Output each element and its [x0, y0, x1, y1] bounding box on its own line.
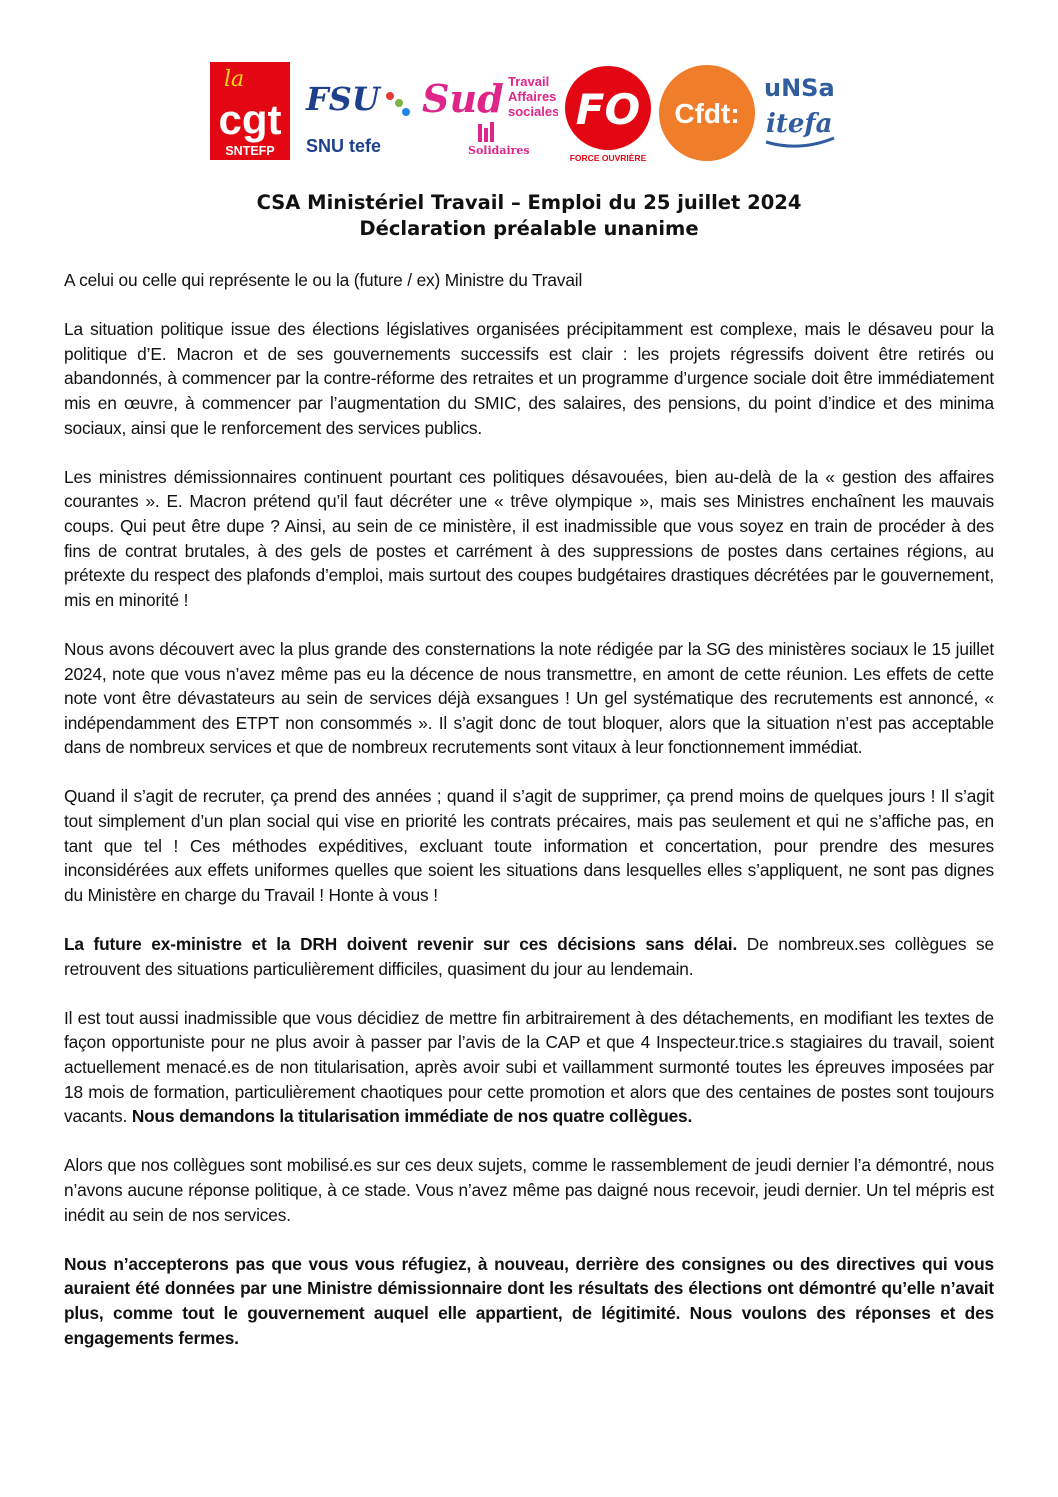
declaration-body [64, 268, 994, 1350]
paragraph-8: Nous n’accepterons pas que vous vous réfugiez, à nouveau, derrière des consignes ou des directives qui vous auraient été données par une Ministre démissionnaire dont les résultats des élections ont démontré qu’elle n’avait plus, comme tout le gouvernement auquel elle appartient, de légitimité. Nous voulons des réponses et des engagements fermes. [64, 1253, 994, 1348]
document-title [0, 190, 1058, 242]
paragraph-5-rest: De nombreux.ses collègues se retrouvent des situations particulièrement difficiles, quasiment du jour au lendemain. [64, 934, 994, 979]
union-logos [210, 62, 840, 166]
fsu-logo [302, 76, 414, 160]
sud-logo [420, 72, 558, 162]
paragraph-6-text: Il est tout aussi inadmissible que vous décidiez de mettre fin arbitrairement à des détachements, en modifiant les textes de façon opportuniste pour ne plus avoir à passer par l’avis de la CAP et que 4 Inspecteur.trice.s stagiaires du travail, soient actuellement menacé.es de non titularisation, après avoir subi et vaillamment surmonté toutes les épreuves imposées par 18 mois de formation, particulièrement chaotiques pour cette promotion et alors que des centaines de postes sont toujours vacants. [64, 1007, 994, 1127]
svg-text:Travail: Travail [508, 74, 550, 89]
svg-text:Affaires: Affaires [508, 89, 557, 104]
svg-text:cgt: cgt [218, 96, 282, 143]
unsa-itefa-logo [760, 68, 840, 158]
fo-logo [562, 64, 654, 164]
paragraph-6 [64, 1006, 994, 1129]
paragraph-7: Alors que nos collègues sont mobilisé.es sur ces deux sujets, comme le rassemblement de jeudi dernier l’a démontré, nous n’avons aucune réponse politique, à ce stade. Vous n’avez même pas daigné nous recevoir, jeudi dernier. Un tel mépris est inédit au sein de nos services. [64, 1155, 994, 1225]
cfdt-logo [658, 64, 756, 162]
svg-text:SNTEFP: SNTEFP [225, 144, 275, 158]
paragraph-3: Nous avons découvert avec la plus grande des consternations la note rédigée par la SG des ministères sociaux le 15 juillet 2024, note que vous n’avez même pas eu la décence de nous transmettre, en amont de cette réunion. Les effets de cette note vont être dévastateurs au sein de services déjà exsangues ! Un gel systématique des recrutements est annoncé, « indépendamment des ETPT non consommés ». Il s’agit donc de tout bloquer, alors que la situation n’est pas acceptable dans de nombreux services et que de nombreux recrutements sont vitaux à leur fonctionnement immédiat. [64, 638, 994, 758]
svg-text:FO: FO [575, 85, 641, 134]
paragraph-4: Quand il s’agit de recruter, ça prend des années ; quand il s’agit de supprimer, ça prend moins de quelques jours ! Il s’agit tout simplement d’un plan social qui vise en priorité les contrats précaires, mais pas seulement et qui ne s’affiche pas, en tant que tel ! Ces méthodes expéditives, excluant toute information et concertation, pour prendre des mesures inconsidérées aux effets uniformes quelles que soient les situations dans lesquelles elles s’appliquent, ne sont pas dignes du Ministère en charge du Travail ! Honte à vous ! [64, 786, 994, 905]
title-line-1: CSA Ministériel Travail – Emploi du 25 juillet 2024 [256, 191, 802, 214]
cgt-logo [210, 62, 290, 160]
svg-text:FSU: FSU [306, 80, 380, 118]
svg-text:uNSa: uNSa [764, 74, 835, 102]
svg-text:SNU tefe: SNU tefe [306, 136, 382, 156]
paragraph-5-bold: La future ex-ministre et la DRH doivent revenir sur ces décisions sans délai. [64, 934, 738, 955]
title-line-2: Déclaration préalable unanime [359, 217, 699, 240]
paragraph-1: La situation politique issue des élections législatives organisées précipitamment est complexe, mais le désaveu pour la politique d’E. Macron et de ses gouvernements successifs est clair : les projets régressifs doivent être retirés ou abandonnés, à commencer par la contre-réforme des retraites et un programme d’urgence sociale doit être immédiatement mis en œuvre, à commencer par l’augmentation du SMIC, des salaires, des pensions, du point d’indice et des minima sociaux, ainsi que le renforcement des services publics. [64, 319, 994, 438]
svg-text:sociales: sociales [508, 104, 558, 119]
paragraph-2: Les ministres démissionnaires continuent pourtant ces politiques désavouées, bien au-delà de la « gestion des affaires courantes ». E. Macron prétend qu’il faut décréter une « trêve olympique », mais ses Ministres enchaînent les mauvais coups. Qui peut être dupe ? Ainsi, au sein de ce ministère, il est inadmissible que vous soyez en train de procéder à des fins de contrat brutales, à des gels de postes et carrément à des suppressions de postes dans certaines régions, au prétexte du respect des plafonds d’emploi, mais surtout des coupes budgétaires drastiques décrétées par le gouvernement, mis en minorité ! [64, 466, 994, 610]
svg-text:Cfdt:: Cfdt: [674, 98, 740, 129]
svg-text:Solidaires: Solidaires [468, 144, 530, 157]
svg-text:la: la [224, 67, 245, 92]
svg-text:FORCE OUVRIÈRE: FORCE OUVRIÈRE [569, 153, 647, 163]
paragraph-6-bold: Nous demandons la titularisation immédiate de nos quatre collègues. [127, 1106, 693, 1127]
salutation: A celui ou celle qui représente le ou la (future / ex) Ministre du Travail [64, 270, 583, 290]
svg-text:itefa: itefa [766, 109, 833, 139]
svg-text:Sud: Sud [422, 76, 504, 121]
paragraph-5 [64, 932, 994, 981]
